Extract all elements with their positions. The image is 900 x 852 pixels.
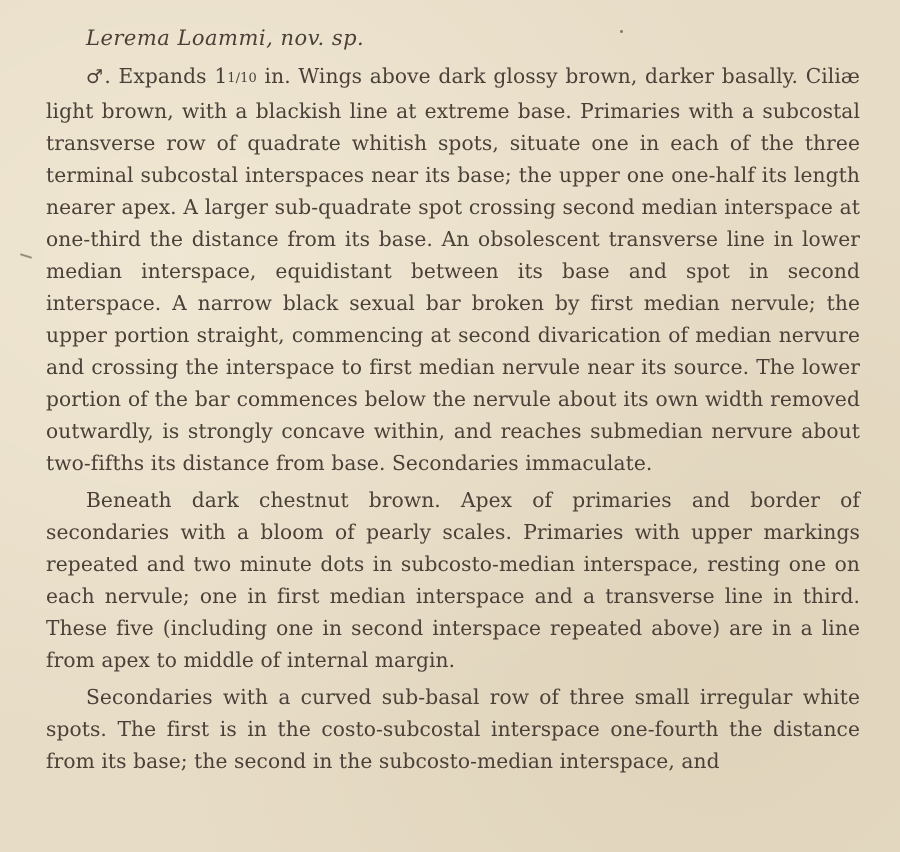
size-fraction: 1/10 — [227, 71, 257, 86]
paragraph-upper-wings — [46, 60, 860, 479]
paragraph-body: in. Wings above dark glossy brown, darker basally. Ciliæ light brown, with a blackish line at extreme base. Primaries with a subcostal transverse row of quadrate whitish spots, situate one in each of the three terminal subcostal interspaces near its base; the upper one one-half its length nearer apex. A larger sub-quadrate spot crossing second median interspace at one-third the distance from its base. An obsolescent transverse line in lower median interspace, equidistant between its base and spot in second interspace. A narrow black sexual bar broken by first median nervule; the upper portion straight, commencing at second divarication of median nervure and crossing the interspace to first median nervule near its source. The lower portion of the bar commences below the nervule about its own width removed outwardly, is strongly concave within, and reaches submedian nervure about two-fifths its distance from base. Secondaries immaculate. — [46, 64, 860, 475]
document-page — [46, 22, 860, 777]
paragraph-underside: Beneath dark chestnut brown. Apex of primaries and border of secondaries with a bloom of pearly scales. Primaries with upper markings repeated and two minute dots in subcosto-median interspace, resting one on each nervule; one in first median interspace and a transverse line in third. These five (including one in second interspace repeated above) are in a line from apex to middle of internal margin. — [46, 488, 860, 672]
size-prefix: . Expands — [104, 64, 215, 88]
margin-mark — [20, 253, 32, 259]
male-symbol-icon: ♂ — [86, 66, 105, 88]
size-value: 1 — [214, 64, 228, 88]
paragraph-secondaries: Secondaries with a curved sub-basal row of three small irregular white spots. The first is in the costo-subcostal interspace one-fourth the distance from its base; the second in the subcosto-median interspace, and — [46, 685, 860, 773]
species-heading: Lerema Loammi, nov. sp. — [86, 26, 365, 50]
